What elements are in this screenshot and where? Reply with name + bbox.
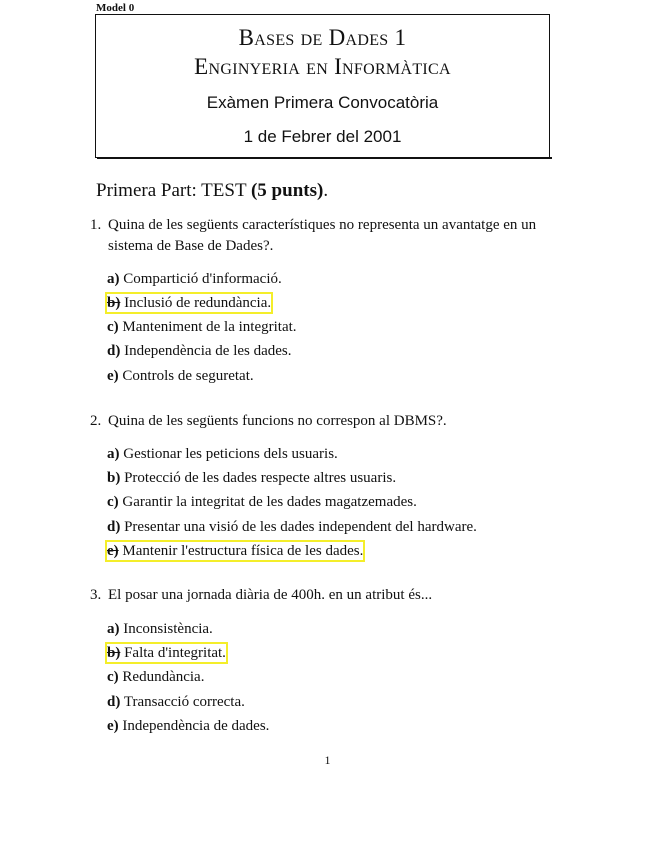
model-label: Model 0 xyxy=(96,2,135,14)
option-letter: e) xyxy=(107,718,119,734)
question-number: 3. xyxy=(90,587,102,603)
option-text: Gestionar les peticions dels usuaris. xyxy=(123,446,338,462)
option-text: Independència de dades. xyxy=(122,718,270,734)
option-letter: d) xyxy=(107,519,121,535)
option-text: Manteniment de la integritat. xyxy=(122,319,297,335)
option-letter: c) xyxy=(107,494,119,510)
option-text: Mantenir l'estructura física de les dades. xyxy=(122,543,364,559)
option-1c[interactable] xyxy=(107,318,297,336)
header-shadow-line xyxy=(97,157,552,159)
option-letter: d) xyxy=(107,343,121,359)
option-text: Controls de seguretat. xyxy=(122,368,254,384)
option-3a[interactable] xyxy=(107,620,213,638)
option-letter: b) xyxy=(107,295,121,311)
question-text: Quina de les següents funcions no correspon al DBMS?. xyxy=(108,413,447,429)
option-1e[interactable] xyxy=(107,367,254,385)
option-text: Falta d'integritat. xyxy=(124,645,226,661)
option-letter: a) xyxy=(107,271,120,287)
question-text: Quina de les següents característiques no representa un avantatge en un sistema de Base de Dades?. xyxy=(108,217,537,254)
option-text: Transacció correcta. xyxy=(123,694,245,710)
option-letter: d) xyxy=(107,694,121,710)
option-1a[interactable] xyxy=(107,270,282,288)
option-text: Compartició d'informació. xyxy=(123,271,282,287)
exam-date: 1 de Febrer del 2001 xyxy=(243,127,402,146)
part-title xyxy=(96,180,328,202)
degree-title: Enginyeria en Informàtica xyxy=(194,54,451,79)
option-letter: a) xyxy=(107,446,120,462)
question-2 xyxy=(90,411,570,432)
option-1b-highlighted[interactable] xyxy=(107,294,271,312)
option-letter: e) xyxy=(107,543,119,559)
question-number: 2. xyxy=(90,413,102,429)
exam-title: Exàmen Primera Convocatòria xyxy=(206,93,439,112)
option-letter: c) xyxy=(107,669,119,685)
option-2b[interactable] xyxy=(107,469,396,487)
option-1d[interactable] xyxy=(107,342,292,360)
part-title-prefix: Primera Part: TEST xyxy=(96,180,251,201)
question-3 xyxy=(90,585,570,606)
option-text: Independència de les dades. xyxy=(124,343,292,359)
part-title-points: (5 punts) xyxy=(250,180,324,201)
question-number: 1. xyxy=(90,217,102,233)
exam-header-box xyxy=(95,14,550,158)
option-text: Presentar una visió de les dades independent del hardware. xyxy=(124,519,477,535)
option-2a[interactable] xyxy=(107,445,338,463)
option-2c[interactable] xyxy=(107,493,417,511)
option-text: Inclusió de redundància. xyxy=(124,295,272,311)
option-letter: a) xyxy=(107,621,120,637)
course-title: Bases de Dades 1 xyxy=(238,25,407,50)
option-3e[interactable] xyxy=(107,717,269,735)
option-letter: e) xyxy=(107,368,119,384)
option-3b-highlighted[interactable] xyxy=(107,644,226,662)
option-text: Garantir la integritat de les dades magatzemades. xyxy=(122,494,417,510)
option-text: Redundància. xyxy=(122,669,205,685)
option-text: Inconsistència. xyxy=(123,621,213,637)
option-3c[interactable] xyxy=(107,668,204,686)
option-text: Protecció de les dades respecte altres usuaris. xyxy=(124,470,397,486)
option-2e-highlighted[interactable] xyxy=(107,542,363,560)
question-1 xyxy=(90,215,570,257)
page-number: 1 xyxy=(324,753,331,767)
option-letter: b) xyxy=(107,470,121,486)
option-3d[interactable] xyxy=(107,693,245,711)
option-letter: b) xyxy=(107,645,121,661)
option-letter: c) xyxy=(107,319,119,335)
part-title-suffix: . xyxy=(323,180,329,201)
option-2d[interactable] xyxy=(107,518,477,536)
question-text: El posar una jornada diària de 400h. en un atribut és... xyxy=(108,587,433,603)
